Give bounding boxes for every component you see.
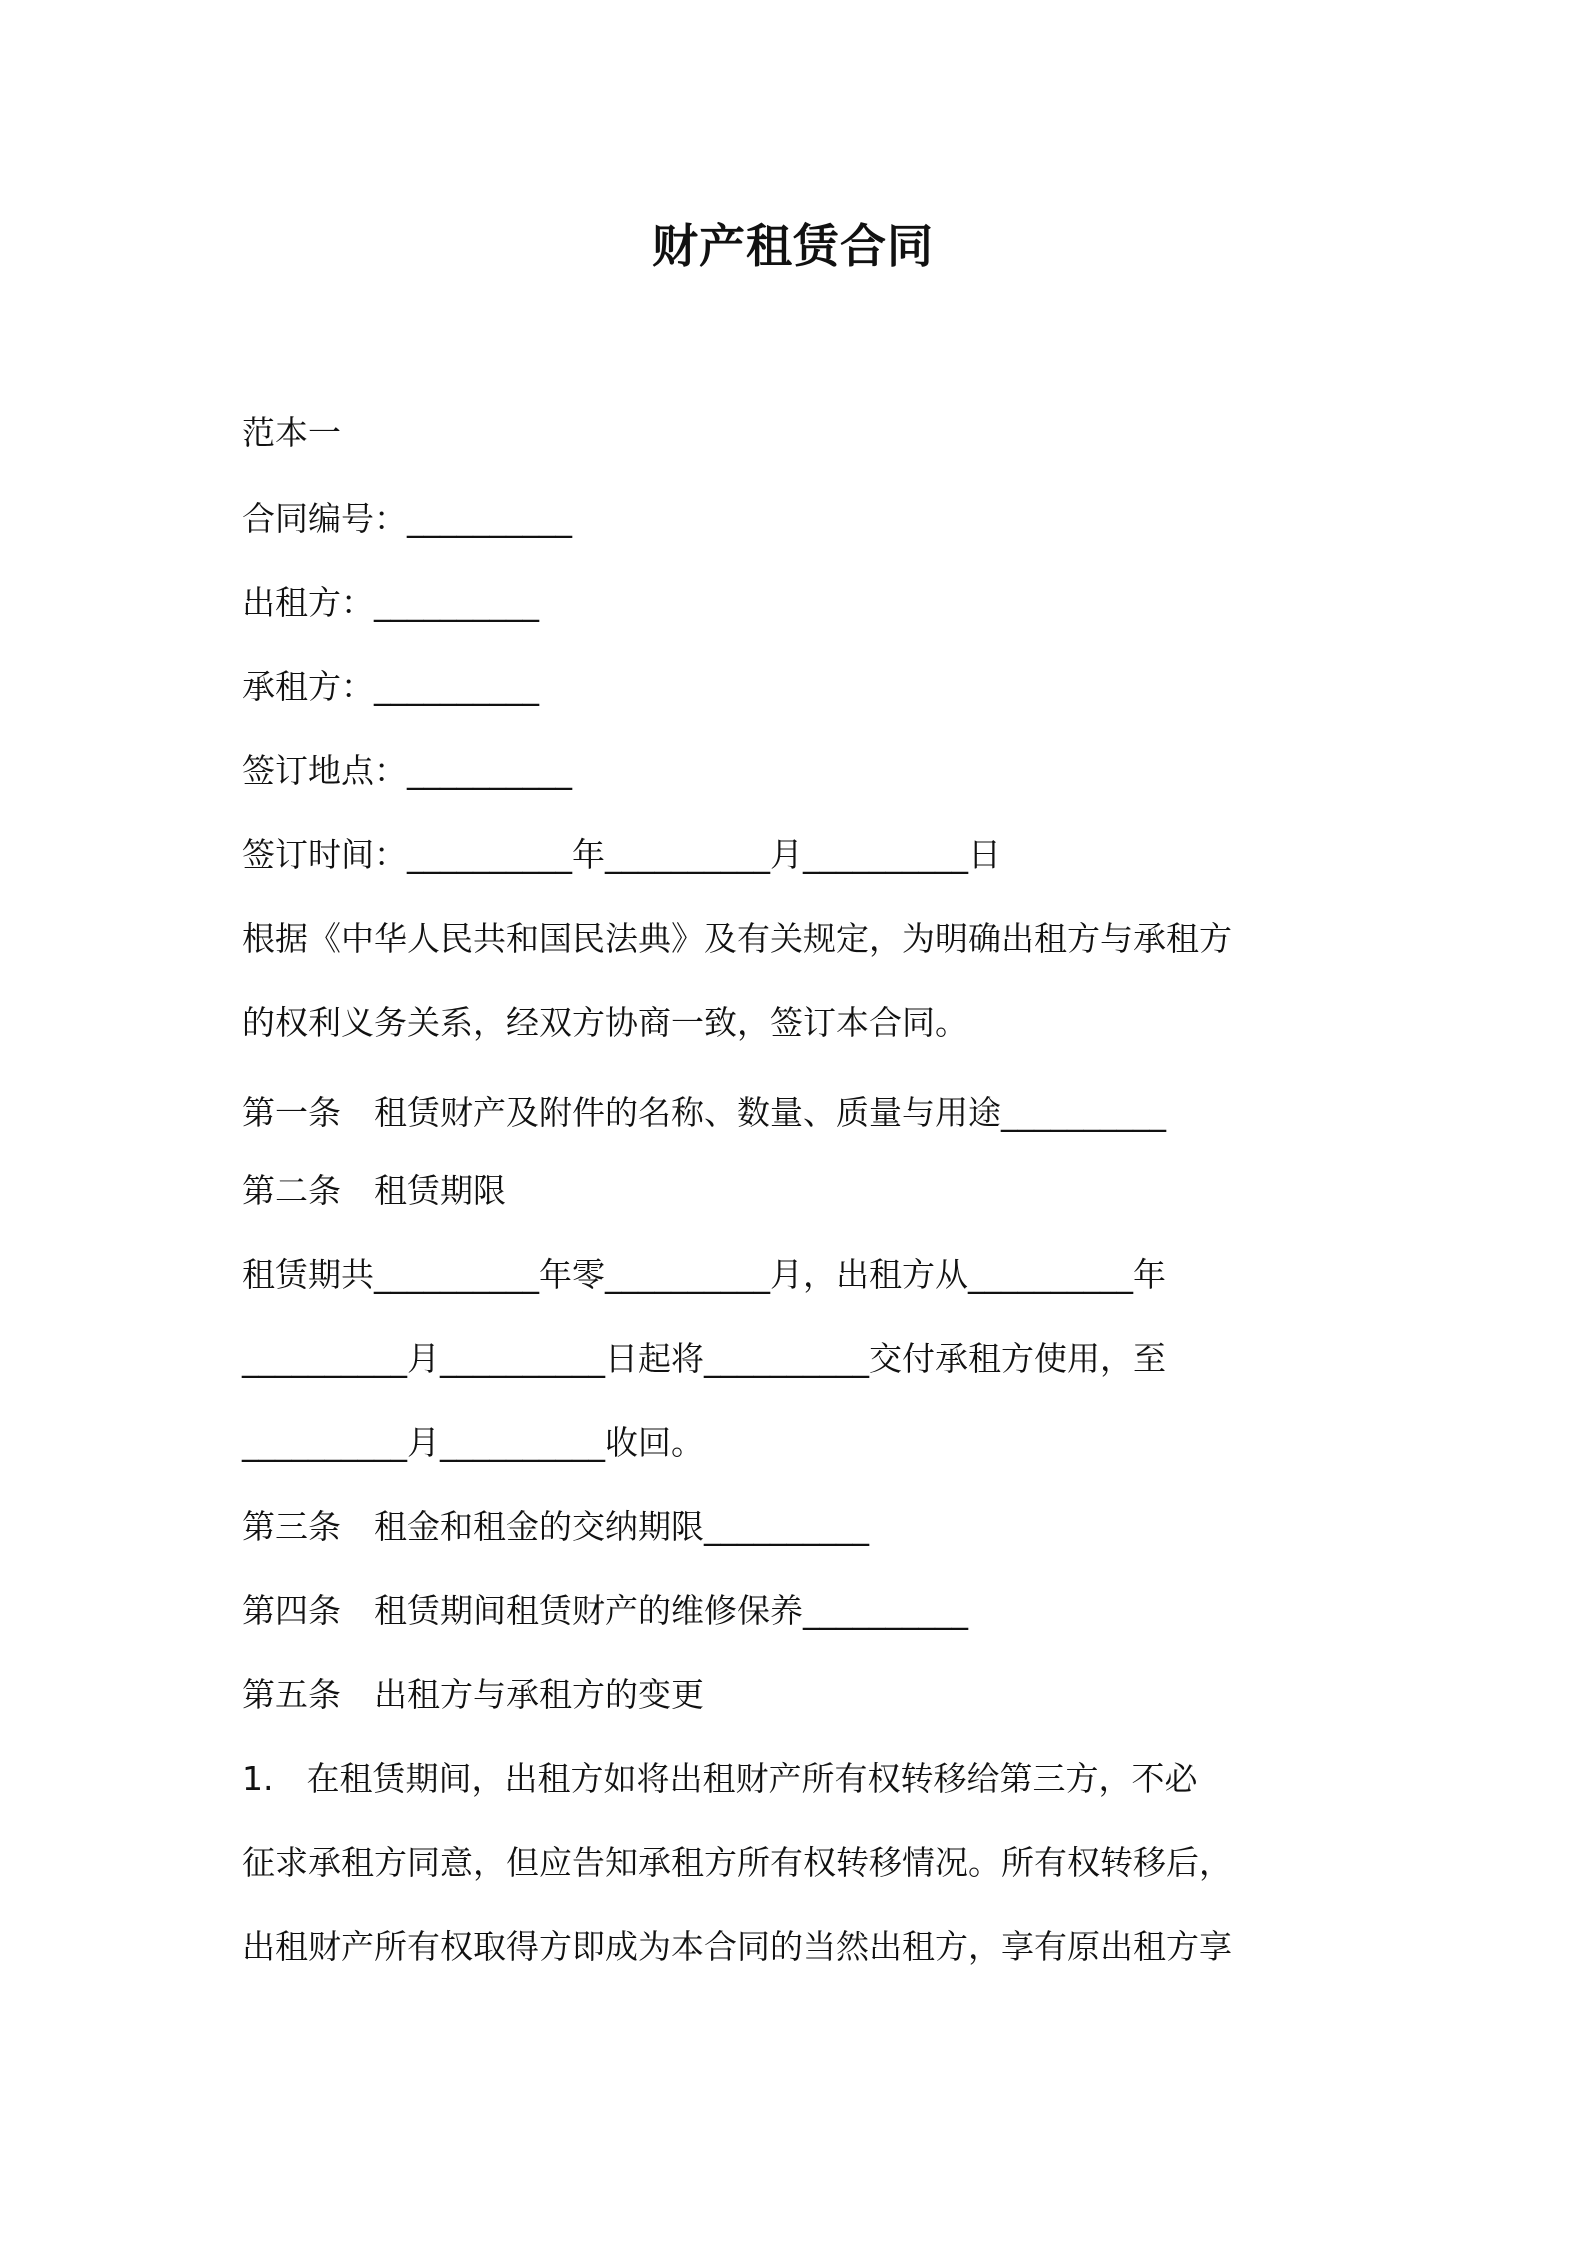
clause-1-line-3: 出租财产所有权取得方即成为本合同的当然出租方，享有原出租方享	[242, 1927, 1232, 1966]
clause-1-line-1: 1. 在租赁期间，出租方如将出租财产所有权转移给第三方，不必	[242, 1759, 1198, 1798]
signing-date-line: 签订时间：__________年__________月__________日	[242, 835, 1001, 874]
clause-1-line-2: 征求承租方同意，但应告知承租方所有权转移情况。所有权转移后，	[242, 1843, 1232, 1882]
preamble-line-2: 的权利义务关系，经双方协商一致，签订本合同。	[242, 1003, 968, 1042]
article-1: 第一条 租赁财产及附件的名称、数量、质量与用途__________	[242, 1093, 1166, 1132]
lease-term-line-2: __________月__________日起将__________交付承租方使用，至	[242, 1339, 1166, 1378]
lessor-line: 出租方：__________	[242, 583, 539, 622]
lease-term-line-3: __________月__________收回。	[242, 1423, 704, 1462]
article-4: 第四条 租赁期间租赁财产的维修保养__________	[242, 1591, 968, 1630]
article-2-heading: 第二条 租赁期限	[242, 1171, 506, 1210]
lease-term-line-1: 租赁期共__________年零__________月，出租方从__________年	[242, 1255, 1166, 1294]
article-5-heading: 第五条 出租方与承租方的变更	[242, 1675, 704, 1714]
template-label: 范本一	[242, 413, 341, 452]
signing-place-line: 签订地点：__________	[242, 751, 572, 790]
contract-number-line: 合同编号：__________	[242, 499, 572, 538]
preamble-line-1: 根据《中华人民共和国民法典》及有关规定，为明确出租方与承租方	[242, 919, 1232, 958]
article-3: 第三条 租金和租金的交纳期限__________	[242, 1507, 869, 1546]
document-title: 财产租赁合同	[652, 219, 934, 273]
lessee-line: 承租方：__________	[242, 667, 539, 706]
